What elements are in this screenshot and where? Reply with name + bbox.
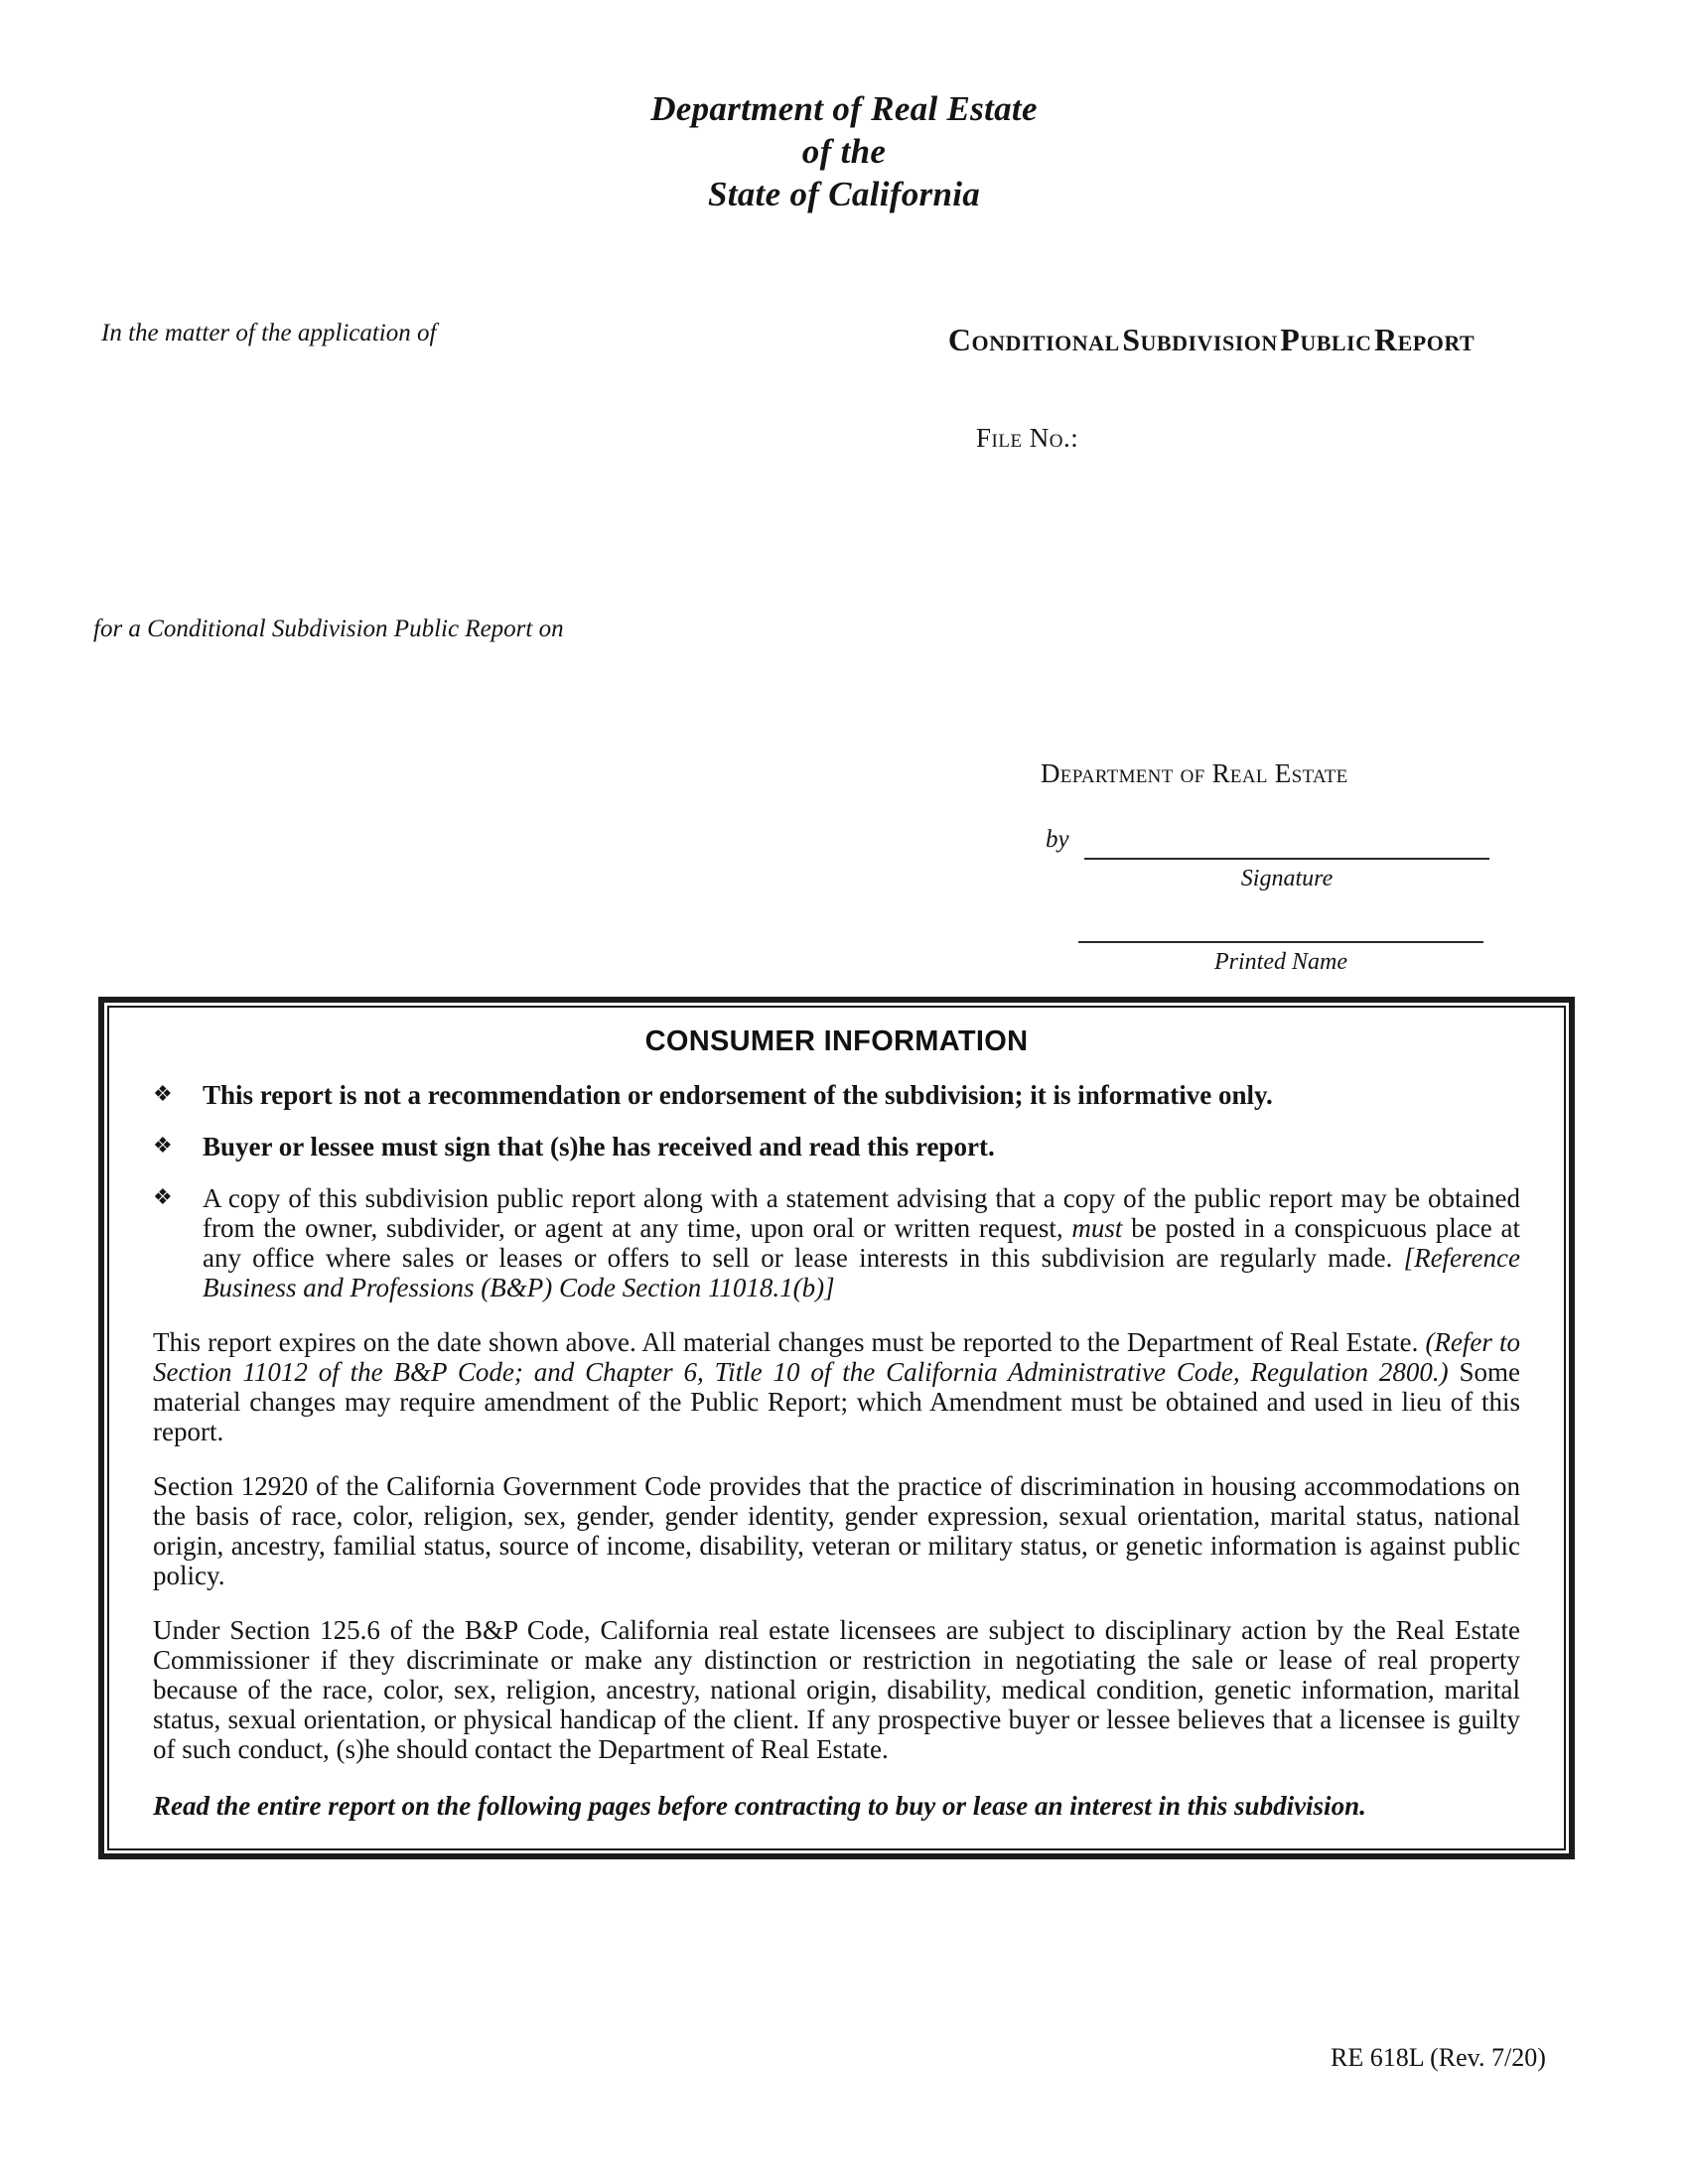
text-segment-italic: must	[1071, 1213, 1123, 1243]
text-segment-reference: (Refer to Section 11012 of the B&P Code; and Chapter 6, Title 10 of the California Administrative Code, Regulation 2800.)	[153, 1327, 1520, 1387]
text-segment: Some material changes may require amendment of the Public Report; which Amendment must be obtained and used in lieu of this report.	[153, 1357, 1520, 1446]
consumer-information-box	[98, 997, 1575, 1859]
closing-instruction: Read the entire report on the following pages before contracting to buy or lease an interest in this subdivision.	[153, 1791, 1366, 1821]
by-label: by	[1046, 826, 1069, 853]
header-agency-line: Department of Real Estate	[650, 89, 1038, 128]
signature-line[interactable]	[1084, 824, 1489, 860]
document-header	[0, 87, 1688, 215]
text-segment: be posted in a conspicuous place at any office where sales or leases or offers to sell or lease interests in this subdivision are regularly made.	[203, 1213, 1520, 1273]
bullet-text	[203, 1183, 1520, 1302]
department-of-real-estate-label: Department of Real Estate	[1041, 758, 1348, 788]
signature-caption: Signature	[1240, 866, 1334, 891]
printed-name-caption: Printed Name	[1214, 949, 1347, 975]
for-report-on-label: for a Conditional Subdivision Public Report on	[93, 615, 564, 642]
header-of-the-line: of the	[801, 132, 887, 171]
paragraph-licensee-discipline: Under Section 125.6 of the B&P Code, California real estate licensees are subject to disciplinary action by the Real Estate Commissioner if they discriminate or make any distinction or restriction in negotiating the sale or lease of real property because of the race, color, sex, religion, ancestry, national origin, disability, medical condition, genetic information, marital status, sexual orientation, or physical handicap of the client. If any prospective buyer or lessee believes that a licensee is guilty of such conduct, (s)he should contact the Department of Real Estate.	[153, 1615, 1520, 1764]
bullet-item-copy-posted	[153, 1183, 1520, 1302]
application-matter-label: In the matter of the application of	[101, 320, 437, 346]
form-number: RE 618L (Rev. 7/20)	[1331, 2043, 1546, 2072]
paragraph-expiration	[153, 1327, 1520, 1446]
diamond-bullet-icon: ❖	[153, 1185, 173, 1210]
bullet-item-buyer-must-sign	[153, 1132, 1520, 1161]
text-segment: This report expires on the date shown above. All material changes must be reported to the Department of Real Estate.	[153, 1327, 1426, 1357]
text-segment: A copy of this subdivision public report along with a statement advising that a copy of the public report may be obtained from the owner, subdivider, or agent at any time, upon oral or written request,	[203, 1183, 1520, 1243]
paragraph-discrimination-policy: Section 12920 of the California Government Code provides that the practice of discrimination in housing accommodations on the basis of race, color, religion, sex, gender, gender identity, gender expression, sexual orientation, marital status, national origin, ancestry, familial status, source of income, disability, veteran or military status, or genetic information is against public policy.	[153, 1471, 1520, 1590]
report-title: Conditional Subdivision Public Report	[947, 322, 1476, 357]
bullet-item-not-recommendation	[153, 1080, 1520, 1110]
bullet-text: Buyer or lessee must sign that (s)he has received and read this report.	[203, 1132, 995, 1161]
bullet-text: This report is not a recommendation or endorsement of the subdivision; it is informative only.	[203, 1080, 1273, 1110]
text-segment-reference: [Reference Business and Professions (B&P) Code Section 11018.1(b)]	[203, 1243, 1520, 1302]
diamond-bullet-icon: ❖	[153, 1082, 173, 1107]
header-state-line: State of California	[707, 175, 981, 213]
consumer-information-title: CONSUMER INFORMATION	[644, 1025, 1029, 1057]
printed-name-line[interactable]	[1078, 897, 1483, 943]
file-no-label: File No.:	[976, 423, 1079, 453]
diamond-bullet-icon: ❖	[153, 1134, 173, 1159]
consumer-information-inner	[107, 1006, 1566, 1850]
